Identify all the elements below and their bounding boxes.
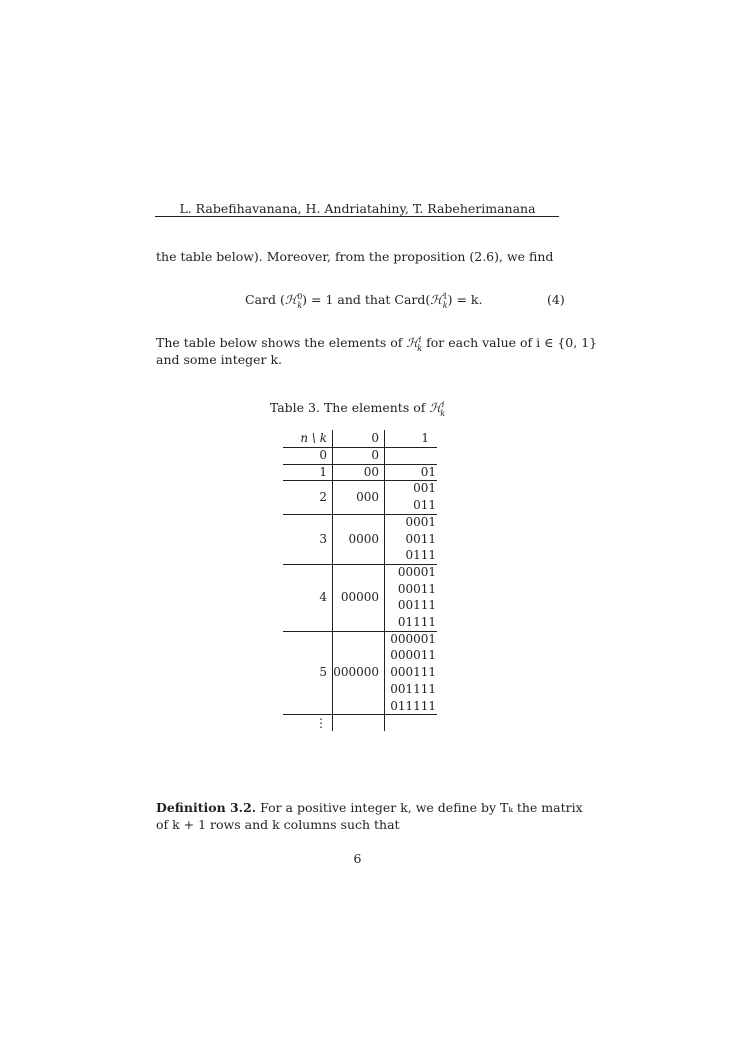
table-cell-k1: 011111 [390, 698, 436, 713]
table-cell-n: 1 [319, 465, 327, 480]
caption-text: Table 3. The elements of [269, 400, 430, 415]
table-cell-n: 5 [319, 665, 327, 680]
eq-subscript-k-2: k [442, 300, 448, 310]
table-cell-k0: 00 [363, 465, 379, 480]
definition-line2: of k + 1 rows and k columns such that [156, 817, 400, 832]
table-cell-k1: 000011 [390, 648, 436, 663]
para2-superscript-i: i [418, 334, 422, 344]
table-cell-k0 [333, 715, 379, 731]
eq-middle: ) = 1 and that Card( [302, 292, 431, 307]
table-cell-k1: 0001 [405, 514, 436, 529]
table-cell-k1: 000001 [390, 631, 436, 646]
table-cell-k0: 000 [356, 490, 379, 505]
caption-H-symbol: ℋ [429, 400, 442, 415]
eq-superscript-1: 1 [442, 291, 448, 301]
equation-card: Card (ℋ$^0_k$) = 1 and that Card(ℋ$^1_k$) = k. [245, 291, 483, 310]
table-col-divider-2 [384, 430, 385, 731]
page-number: 6 [353, 851, 362, 866]
para2-H-symbol: ℋ [406, 335, 419, 350]
para2-text-a: The table below shows the elements of [156, 335, 407, 350]
definition-text: For a positive integer k, we define by Tₖ the matrix [256, 800, 583, 815]
caption-superscript-i: i [441, 399, 445, 409]
eq-card-label: Card [245, 292, 276, 307]
definition-title: Definition 3.2. [156, 800, 257, 815]
table-cell-k1: 01 [420, 464, 436, 479]
table-header-col0: 0 [371, 431, 379, 445]
table-cell-k0: 0 [371, 448, 379, 463]
table-col-divider-1 [332, 430, 333, 731]
table-cell-k1: 00011 [397, 581, 436, 596]
table-cell-k0: 000000 [333, 665, 379, 680]
table-cell-k1: 00111 [397, 598, 436, 613]
paragraph-intro: the table below). Moreover, from the proposition (2.6), we find [156, 249, 554, 264]
eq-H-symbol-1: ℋ [284, 292, 298, 307]
eq-superscript-0: 0 [297, 291, 303, 301]
caption-subscript-k: k [440, 408, 446, 418]
eq-end: ) = k. [447, 292, 483, 307]
table-cell-k1: 0111 [405, 548, 436, 563]
table-cell-n: ⋮ [315, 715, 327, 730]
definition-line1 [156, 800, 583, 815]
paragraph-table-intro-line2: and some integer k. [156, 352, 283, 367]
paragraph-table-intro-line1 [156, 334, 598, 353]
header-rule [155, 216, 559, 217]
table-cell-k1: 011 [413, 498, 436, 513]
table-cell-n: 2 [319, 490, 327, 505]
table-cell-k1: 01111 [397, 615, 436, 629]
table-header-col1: 1 [421, 431, 429, 445]
table-cell-k1: 000111 [390, 665, 436, 680]
table-header-n-k: n \ k [300, 431, 327, 445]
equation-number: (4) [547, 292, 565, 307]
table-caption [156, 399, 559, 418]
table-cell-k1: 0011 [405, 531, 436, 546]
table-cell-k1: 00001 [397, 564, 436, 579]
table-cell-k0: 0000 [348, 531, 379, 546]
table-cell-n: 3 [319, 531, 327, 546]
table-cell-n: 4 [319, 590, 327, 605]
table-cell-k1: 001 [413, 481, 436, 496]
table-cell-k0: 00000 [340, 590, 379, 605]
table-cell-k1: 001111 [390, 681, 436, 696]
eq-subscript-k-1: k [297, 300, 303, 310]
para2-text-b: for each value of i ∈ {0, 1} [422, 335, 598, 350]
eq-H-symbol-2: ℋ [430, 292, 443, 307]
para2-subscript-k: k [417, 343, 423, 353]
running-header: L. Rabefihavanana, H. Andriatahiny, T. Rabeherimanana [179, 201, 536, 216]
table-cell-n: 0 [319, 448, 327, 463]
